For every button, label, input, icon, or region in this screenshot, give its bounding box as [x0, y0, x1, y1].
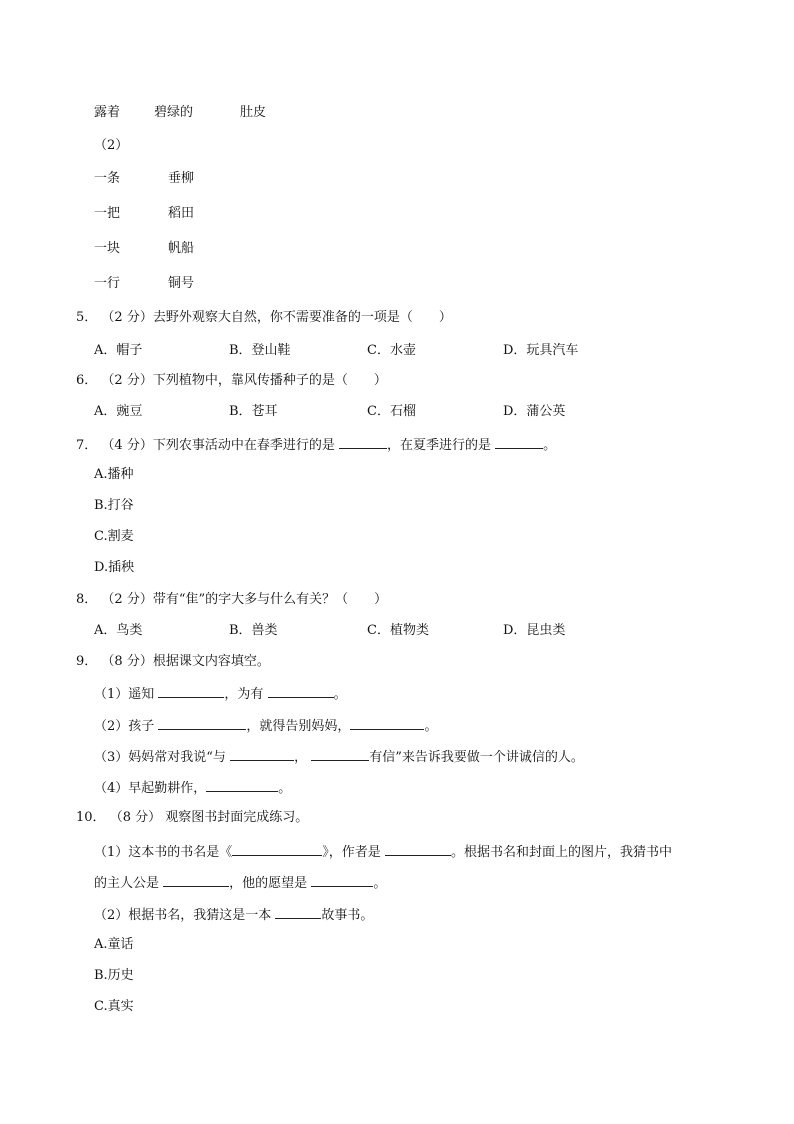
question-text: 下列农事活动中在春季进行的是	[152, 438, 335, 453]
question-10-stem	[76, 809, 308, 827]
word-row1-col1: 露着	[94, 105, 121, 120]
q10-choice-c: C.真实	[94, 999, 134, 1014]
answer-blank[interactable]	[268, 684, 334, 698]
sub-text-end: 故事书。	[321, 908, 374, 923]
question-text: 下列植物中，靠风传播种子的是（	[152, 373, 348, 388]
pair-right-3: 帆船	[168, 241, 195, 256]
q10-choice-b: B.历史	[94, 968, 134, 983]
q6-option-a[interactable]: A．豌豆	[94, 404, 143, 419]
answer-blank-spring[interactable]	[339, 435, 387, 449]
sub-text: （3）妈妈常对我说“与	[94, 750, 226, 765]
pair-left-3: 一块	[94, 241, 121, 256]
word-row1-col2: 碧绿的	[154, 105, 194, 120]
answer-blank[interactable]	[158, 684, 224, 698]
pair-right-1: 垂柳	[168, 171, 195, 186]
question-7-stem	[76, 435, 556, 455]
sub-text-end: 。	[333, 687, 347, 702]
question-text: 根据课文内容填空。	[152, 654, 270, 669]
q10-choice-a: A.童话	[94, 937, 134, 952]
q10-sub-2	[94, 905, 373, 925]
sub-text: （1）遥知	[94, 687, 155, 702]
answer-blank-author[interactable]	[385, 842, 451, 856]
answer-blank[interactable]	[230, 747, 294, 761]
q6-option-d[interactable]: D．蒲公英	[503, 404, 566, 419]
question-text-end: ）	[374, 592, 388, 607]
sub-text-end: 有信”来告诉我要做一个讲诚信的人。	[369, 750, 584, 765]
sub-text: （1）这本书的书名是《	[94, 845, 233, 860]
q9-sub-1	[94, 684, 347, 704]
q8-option-b[interactable]: B．兽类	[229, 623, 278, 638]
question-number: 8．	[76, 592, 98, 607]
answer-blank-type[interactable]	[275, 905, 321, 919]
question-score: （2 分）	[101, 373, 153, 388]
question-9-stem	[76, 653, 270, 671]
q6-option-b[interactable]: B．苍耳	[229, 404, 278, 419]
q5-option-b[interactable]: B．登山鞋	[229, 343, 291, 358]
sub-text-end: 。	[278, 781, 292, 796]
question-score: （4 分）	[101, 438, 153, 453]
q8-option-d[interactable]: D．昆虫类	[503, 623, 566, 638]
answer-blank[interactable]	[206, 778, 278, 792]
pair-right-2: 稻田	[168, 206, 195, 221]
question-8-stem	[76, 591, 387, 609]
question-6-stem	[76, 372, 387, 390]
question-number: 5．	[76, 310, 98, 325]
answer-blank[interactable]	[350, 716, 424, 730]
sub-text-end: 。	[373, 876, 387, 891]
sub-text: ，就得告别妈妈，	[246, 719, 351, 734]
answer-blank-title[interactable]	[232, 842, 322, 856]
word-row1-col3: 肚皮	[240, 105, 267, 120]
question-text-end: ）	[438, 310, 452, 325]
question-number: 7．	[76, 438, 98, 453]
pair-left-4: 一行	[94, 276, 121, 291]
q8-option-c[interactable]: C．植物类	[367, 623, 429, 638]
sub-text: 。根据书名和封面上的图片，我猜书中	[450, 845, 672, 860]
answer-blank-wish[interactable]	[311, 873, 373, 887]
part2-label: （2）	[94, 138, 129, 153]
q9-sub-3	[94, 747, 584, 767]
question-number: 9．	[76, 654, 98, 669]
sub-text: （2）根据书名，我猜这是一本	[94, 908, 272, 923]
question-text: 观察图书封面完成练习。	[165, 810, 309, 825]
sub-text: （4）早起勤耕作，	[94, 781, 207, 796]
question-number: 6．	[76, 373, 98, 388]
question-score: （2 分）	[101, 592, 153, 607]
sub-text: 的主人公是	[94, 876, 160, 891]
sub-text-end: 。	[424, 719, 438, 734]
q7-choice-c: C.割麦	[94, 529, 134, 544]
q5-option-c[interactable]: C．水壶	[367, 343, 416, 358]
q7-choice-a: A.播种	[94, 467, 134, 482]
sub-text: ，为有	[224, 687, 264, 702]
question-text: 去野外观察大自然，你不需要准备的一项是（	[152, 310, 413, 325]
q6-option-c[interactable]: C．石榴	[367, 404, 416, 419]
q5-option-a[interactable]: A．帽子	[94, 343, 143, 358]
q9-sub-4	[94, 778, 291, 798]
q7-choice-d: D.插秧	[94, 560, 135, 575]
question-score: （2 分）	[101, 310, 153, 325]
question-text: ，在夏季进行的是	[386, 438, 491, 453]
question-text: 带有“隹”的字大多与什么有关？（	[152, 592, 349, 607]
sub-text: （2）孩子	[94, 719, 155, 734]
q10-sub-1-continued	[94, 873, 386, 893]
q8-option-a[interactable]: A．鸟类	[94, 623, 143, 638]
question-5-stem	[76, 309, 452, 327]
q5-option-d[interactable]: D．玩具汽车	[503, 343, 579, 358]
q7-choice-b: B.打谷	[94, 498, 134, 513]
question-text-end: ）	[373, 373, 387, 388]
answer-blank[interactable]	[158, 716, 246, 730]
sub-text: 》，作者是	[322, 845, 381, 860]
answer-blank-hero[interactable]	[163, 873, 229, 887]
question-text-end: 。	[543, 438, 557, 453]
question-score: （8 分）	[109, 810, 162, 825]
question-number: 10．	[76, 810, 106, 825]
pair-left-2: 一把	[94, 206, 121, 221]
q10-sub-1	[94, 842, 672, 862]
sub-text: ，	[294, 750, 308, 765]
answer-blank-summer[interactable]	[495, 435, 543, 449]
answer-blank[interactable]	[311, 747, 369, 761]
pair-right-4: 铜号	[168, 276, 195, 291]
question-score: （8 分）	[101, 654, 153, 669]
sub-text: ，他的愿望是	[229, 876, 308, 891]
q9-sub-2	[94, 716, 437, 736]
pair-left-1: 一条	[94, 171, 121, 186]
